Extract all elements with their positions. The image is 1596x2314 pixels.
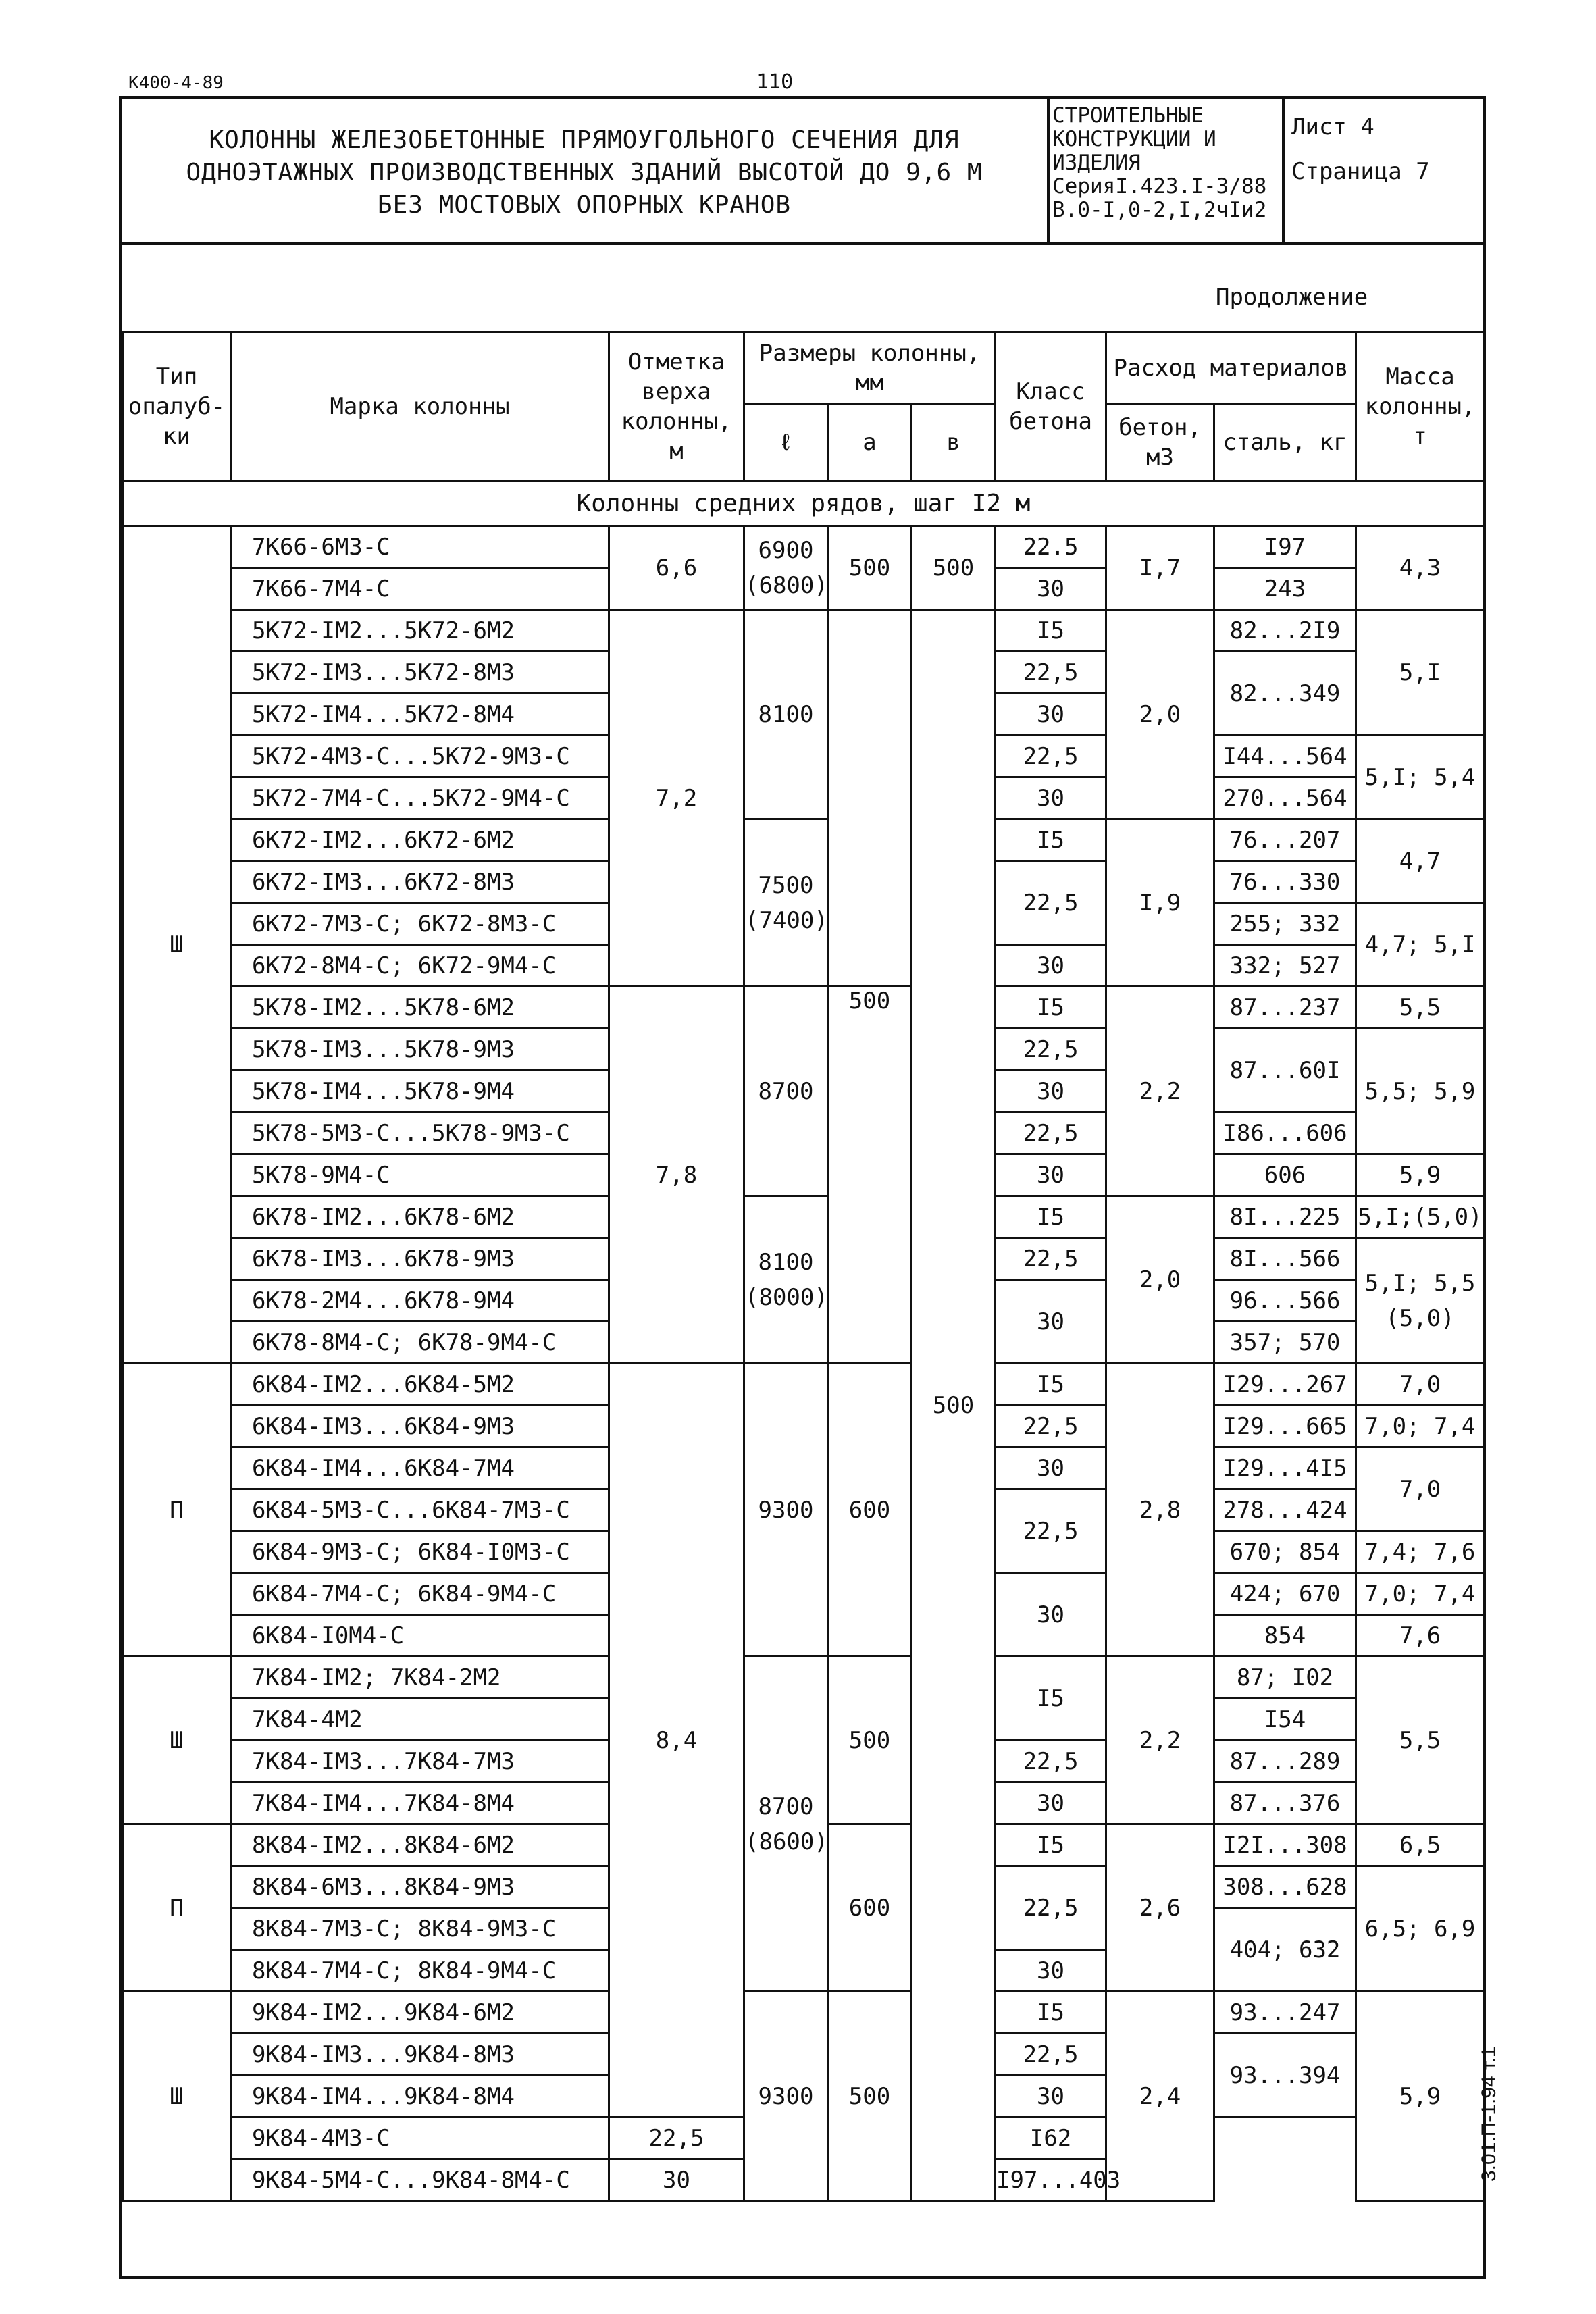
concrete-volume-cell: 2,8 — [1106, 1364, 1214, 1657]
column-mark-cell: 6К84-9М3-С; 6К84-I0М3-С — [231, 1531, 609, 1573]
length-cell: 9300 — [744, 1992, 828, 2201]
steel-cell: I29...4I5 — [1214, 1447, 1356, 1489]
title-line-1: КОЛОННЫ ЖЕЛЕЗОБЕТОННЫЕ ПРЯМОУГОЛЬНОГО СЕЧЕНИЯ ДЛЯ — [209, 126, 960, 154]
steel-cell: 332; 527 — [1214, 945, 1356, 987]
elevation-cell: 7,2 — [609, 610, 744, 987]
formwork-type-cell: П — [123, 1824, 231, 1992]
concrete-volume-cell: 2,4 — [1106, 1992, 1214, 2201]
header-steel: сталь, кг — [1214, 404, 1356, 481]
column-mark-cell: 9К84-IМ4...9К84-8М4 — [231, 2076, 609, 2117]
steel-cell: 854 — [1214, 1615, 1356, 1657]
header-concrete: бетон, м3 — [1106, 404, 1214, 481]
column-mark-cell: 6К78-IМ3...6К78-9М3 — [231, 1238, 609, 1280]
table-row — [123, 526, 1485, 568]
concrete-class-cell: 30 — [996, 1154, 1106, 1196]
mass-cell: 5,I;(5,0) — [1356, 1196, 1485, 1238]
steel-cell: 255; 332 — [1214, 903, 1356, 945]
steel-cell: I54 — [1214, 1699, 1356, 1741]
stamp-line-4: СерияI.423.I-3/88 — [1052, 174, 1267, 199]
column-mark-cell: 6К78-IМ2...6К78-6М2 — [231, 1196, 609, 1238]
header-row-1 — [123, 332, 1485, 404]
width-b-cell: 500 — [912, 526, 996, 610]
stamp-line-5: B.0-I,0-2,I,2чIи2 — [1052, 198, 1267, 222]
table-row — [123, 819, 1485, 861]
width-a-cell: 500 — [828, 526, 912, 610]
title-line-2: ОДНОЭТАЖНЫХ ПРОИЗВОДСТВЕННЫХ ЗДАНИЙ ВЫСОТОЙ ДО 9,6 М — [186, 159, 983, 186]
mass-cell: 7,6 — [1356, 1615, 1485, 1657]
column-mark-cell: 6К72-IМ3...6К72-8М3 — [231, 861, 609, 903]
concrete-class-cell: 22,5 — [996, 1238, 1106, 1280]
steel-cell: 93...247 — [1214, 1992, 1356, 2034]
steel-cell: 278...424 — [1214, 1489, 1356, 1531]
steel-cell: 96...566 — [1214, 1280, 1356, 1322]
width-b-cell: 500 — [912, 610, 996, 2201]
width-a-cell: 600 — [828, 1824, 912, 1992]
page-number: 110 — [756, 70, 794, 94]
column-mark-cell: 6К72-IМ2...6К72-6М2 — [231, 819, 609, 861]
width-a-cell: 500 — [828, 987, 912, 1364]
length-cell: 8100 (8000) — [744, 1196, 828, 1364]
header-b: в — [912, 404, 996, 481]
concrete-class-cell: 30 — [996, 945, 1106, 987]
header-l: ℓ — [744, 404, 828, 481]
mass-cell: 5,I; 5,5 (5,0) — [1356, 1238, 1485, 1364]
column-mark-cell: 9К84-5М4-С...9К84-8М4-С — [231, 2159, 609, 2201]
width-a-cell — [828, 610, 912, 987]
column-mark-cell: 9К84-IМ2...9К84-6М2 — [231, 1992, 609, 2034]
title-divider — [119, 242, 1486, 245]
column-mark-cell: 8К84-7М3-С; 8К84-9М3-С — [231, 1908, 609, 1950]
mass-cell: 6,5; 6,9 — [1356, 1866, 1485, 1992]
steel-cell: 606 — [1214, 1154, 1356, 1196]
table-row — [123, 987, 1485, 1029]
formwork-type-cell: П — [123, 1364, 231, 1657]
column-mark-cell: 6К72-8М4-С; 6К72-9М4-С — [231, 945, 609, 987]
column-mark-cell: 9К84-IМ3...9К84-8М3 — [231, 2034, 609, 2076]
concrete-class-cell: I5 — [996, 1992, 1106, 2034]
concrete-class-cell: 30 — [996, 568, 1106, 610]
concrete-class-cell: 30 — [996, 1280, 1106, 1364]
concrete-class-cell: 30 — [609, 2159, 744, 2201]
steel-cell: I62 — [996, 2117, 1106, 2159]
column-mark-cell: 7К84-4М2 — [231, 1699, 609, 1741]
series-stamp — [1052, 104, 1279, 222]
stamp-sheet-divider — [1282, 96, 1285, 243]
mass-cell: 7,0 — [1356, 1447, 1485, 1531]
mass-cell: 4,7; 5,I — [1356, 903, 1485, 987]
column-mark-cell: 5К72-7М4-С...5К72-9М4-С — [231, 777, 609, 819]
concrete-class-cell: 22,5 — [996, 1866, 1106, 1950]
steel-cell: I29...665 — [1214, 1406, 1356, 1447]
header-top-mark: Отметка верха колонны, м — [609, 332, 744, 481]
mass-cell: 4,7 — [1356, 819, 1485, 903]
mass-cell: 5,5 — [1356, 987, 1485, 1029]
steel-cell: 404; 632 — [1214, 1908, 1356, 1992]
steel-cell: 82...2I9 — [1214, 610, 1356, 652]
length-cell: 8100 — [744, 610, 828, 819]
column-mark-cell: 8К84-7М4-С; 8К84-9М4-С — [231, 1950, 609, 1992]
title-line-3: БЕЗ МОСТОВЫХ ОПОРНЫХ КРАНОВ — [377, 191, 792, 219]
header-mass: Масса колонны, т — [1356, 332, 1485, 481]
concrete-volume-cell: 2,2 — [1106, 987, 1214, 1196]
column-mark-cell: 6К84-I0М4-С — [231, 1615, 609, 1657]
table-row — [123, 610, 1485, 652]
mass-cell: 7,4; 7,6 — [1356, 1531, 1485, 1573]
concrete-class-cell: 22,5 — [996, 1489, 1106, 1573]
steel-cell: 8I...225 — [1214, 1196, 1356, 1238]
mass-cell: 5,9 — [1356, 1154, 1485, 1196]
elevation-cell: 8,4 — [609, 1364, 744, 2117]
concrete-class-cell: 30 — [996, 1950, 1106, 1992]
column-mark-cell: 6К84-IМ3...6К84-9М3 — [231, 1406, 609, 1447]
side-code: 3.01.П-1.94 т.1 — [1478, 2046, 1500, 2182]
mass-cell: 5,5 — [1356, 1657, 1485, 1824]
column-mark-cell: 5К78-5М3-С...5К78-9М3-С — [231, 1112, 609, 1154]
sheet-label: Лист 4 — [1291, 113, 1374, 140]
columns-spec-table — [122, 331, 1485, 2202]
concrete-class-cell: 30 — [996, 1782, 1106, 1824]
column-mark-cell: 6К78-8М4-С; 6К78-9М4-С — [231, 1322, 609, 1364]
mass-cell: 5,I — [1356, 610, 1485, 736]
continuation-label: Продолжение — [1216, 284, 1368, 311]
width-a-cell: 500 — [828, 1657, 912, 1824]
formwork-type-cell: Ш — [123, 1657, 231, 1824]
header-materials: Расход материалов — [1106, 332, 1356, 404]
stamp-line-2: КОНСТРУКЦИИ И — [1052, 127, 1216, 151]
concrete-volume-cell: 2,0 — [1106, 610, 1214, 819]
steel-cell: 76...207 — [1214, 819, 1356, 861]
concrete-class-cell: I5 — [996, 1364, 1106, 1406]
formwork-type-cell: Ш — [123, 526, 231, 1364]
elevation-cell: 6,6 — [609, 526, 744, 610]
steel-cell: 424; 670 — [1214, 1573, 1356, 1615]
steel-cell: I44...564 — [1214, 736, 1356, 777]
header-a: а — [828, 404, 912, 481]
mass-cell: 6,5 — [1356, 1824, 1485, 1866]
concrete-class-cell: I5 — [996, 1657, 1106, 1741]
steel-cell: 308...628 — [1214, 1866, 1356, 1908]
concrete-class-cell: 30 — [996, 694, 1106, 736]
concrete-class-cell: I5 — [996, 819, 1106, 861]
column-mark-cell: 5К78-IМ4...5К78-9М4 — [231, 1071, 609, 1112]
steel-cell: 87...376 — [1214, 1782, 1356, 1824]
column-mark-cell: 7К84-IМ3...7К84-7М3 — [231, 1741, 609, 1782]
stamp-line-3: ИЗДЕЛИЯ — [1052, 151, 1141, 175]
column-mark-cell: 5К72-IМ2...5К72-6М2 — [231, 610, 609, 652]
concrete-class-cell: 22,5 — [996, 2034, 1106, 2076]
table-row — [123, 1196, 1485, 1238]
steel-cell: 243 — [1214, 568, 1356, 610]
column-mark-cell: 6К84-IМ2...6К84-5М2 — [231, 1364, 609, 1406]
concrete-class-cell: 22,5 — [996, 861, 1106, 945]
concrete-class-cell: 22,5 — [996, 736, 1106, 777]
column-mark-cell: 5К78-9М4-С — [231, 1154, 609, 1196]
title-stamp-divider — [1047, 96, 1050, 243]
concrete-class-cell: I5 — [996, 1196, 1106, 1238]
stamp-line-1: СТРОИТЕЛЬНЫЕ — [1052, 103, 1204, 128]
steel-cell: I97 — [1214, 526, 1356, 568]
concrete-class-cell: 30 — [996, 2076, 1106, 2117]
steel-cell: 357; 570 — [1214, 1322, 1356, 1364]
elevation-cell: 7,8 — [609, 987, 744, 1364]
concrete-volume-cell: 2,6 — [1106, 1824, 1214, 1992]
concrete-class-cell: I5 — [996, 1824, 1106, 1866]
steel-cell: 8I...566 — [1214, 1238, 1356, 1280]
steel-cell: 670; 854 — [1214, 1531, 1356, 1573]
section-title: Колонны средних рядов, шаг I2 м — [123, 481, 1485, 526]
concrete-class-cell: 22,5 — [996, 1406, 1106, 1447]
steel-cell: 87; I02 — [1214, 1657, 1356, 1699]
mass-cell: 5,9 — [1356, 1992, 1485, 2201]
page-label: Страница 7 — [1291, 158, 1430, 185]
mass-cell: 7,0 — [1356, 1364, 1485, 1406]
mass-cell: 5,I; 5,4 — [1356, 736, 1485, 819]
column-mark-cell: 5К78-IМ3...5К78-9М3 — [231, 1029, 609, 1071]
header-mark: Марка колонны — [231, 332, 609, 481]
steel-cell: I86...606 — [1214, 1112, 1356, 1154]
concrete-class-cell: 22,5 — [609, 2117, 744, 2159]
steel-cell: 87...237 — [1214, 987, 1356, 1029]
concrete-class-cell: 22.5 — [996, 526, 1106, 568]
concrete-class-cell: I5 — [996, 987, 1106, 1029]
concrete-class-cell: 22,5 — [996, 1741, 1106, 1782]
section-row — [123, 481, 1485, 526]
width-a-cell: 600 — [828, 1364, 912, 1657]
column-mark-cell: 6К78-2М4...6К78-9М4 — [231, 1280, 609, 1322]
steel-cell: I2I...308 — [1214, 1824, 1356, 1866]
length-cell: 6900 (6800) — [744, 526, 828, 610]
table-row — [123, 1657, 1485, 1699]
concrete-volume-cell: I,9 — [1106, 819, 1214, 987]
column-mark-cell: 8К84-6М3...8К84-9М3 — [231, 1866, 609, 1908]
column-mark-cell: 5К78-IМ2...5К78-6М2 — [231, 987, 609, 1029]
concrete-class-cell: I5 — [996, 610, 1106, 652]
length-cell: 7500 (7400) — [744, 819, 828, 987]
column-mark-cell: 5К72-IМ3...5К72-8М3 — [231, 652, 609, 694]
header-type: Тип опалуб-ки — [123, 332, 231, 481]
steel-cell: I29...267 — [1214, 1364, 1356, 1406]
steel-cell: 93...394 — [1214, 2034, 1356, 2117]
concrete-class-cell: 30 — [996, 1573, 1106, 1657]
concrete-class-cell: 30 — [996, 1071, 1106, 1112]
steel-cell: 82...349 — [1214, 652, 1356, 736]
column-mark-cell: 7К84-IМ4...7К84-8М4 — [231, 1782, 609, 1824]
length-cell: 9300 — [744, 1364, 828, 1657]
steel-cell: 76...330 — [1214, 861, 1356, 903]
concrete-volume-cell: I,7 — [1106, 526, 1214, 610]
concrete-class-cell: 22,5 — [996, 1029, 1106, 1071]
mass-cell: 5,5; 5,9 — [1356, 1029, 1485, 1154]
document-code: К400-4-89 — [128, 73, 224, 93]
table-row — [123, 1364, 1485, 1406]
column-mark-cell: 8К84-IМ2...8К84-6М2 — [231, 1824, 609, 1866]
column-mark-cell: 6К84-7М4-С; 6К84-9М4-С — [231, 1573, 609, 1615]
column-mark-cell: 6К84-IМ4...6К84-7М4 — [231, 1447, 609, 1489]
concrete-class-cell: 22,5 — [996, 1112, 1106, 1154]
column-mark-cell: 7К66-6М3-С — [231, 526, 609, 568]
column-mark-cell: 5К72-IМ4...5К72-8М4 — [231, 694, 609, 736]
mass-cell: 7,0; 7,4 — [1356, 1406, 1485, 1447]
steel-cell: 87...289 — [1214, 1741, 1356, 1782]
steel-cell: I97...403 — [996, 2159, 1106, 2201]
column-mark-cell: 7К84-IМ2; 7К84-2М2 — [231, 1657, 609, 1699]
column-mark-cell: 6К72-7М3-С; 6К72-8М3-С — [231, 903, 609, 945]
document-title — [128, 124, 1040, 222]
mass-cell: 4,3 — [1356, 526, 1485, 610]
column-mark-cell: 9К84-4М3-С — [231, 2117, 609, 2159]
column-mark-cell: 6К84-5М3-С...6К84-7М3-С — [231, 1489, 609, 1531]
formwork-type-cell: Ш — [123, 1992, 231, 2201]
header-dims: Размеры колонны, мм — [744, 332, 996, 404]
concrete-class-cell: 30 — [996, 777, 1106, 819]
concrete-volume-cell: 2,0 — [1106, 1196, 1214, 1364]
steel-cell: 270...564 — [1214, 777, 1356, 819]
column-mark-cell: 5К72-4М3-С...5К72-9М3-С — [231, 736, 609, 777]
length-cell: 8700 — [744, 987, 828, 1196]
length-cell: 8700 (8600) — [744, 1657, 828, 1992]
mass-cell: 7,0; 7,4 — [1356, 1573, 1485, 1615]
header-concrete-class: Класс бетона — [996, 332, 1106, 481]
table-row — [123, 1992, 1485, 2034]
concrete-volume-cell: 2,2 — [1106, 1657, 1214, 1824]
column-mark-cell: 7К66-7М4-С — [231, 568, 609, 610]
concrete-class-cell: 30 — [996, 1447, 1106, 1489]
concrete-class-cell: 22,5 — [996, 652, 1106, 694]
width-a-cell: 500 — [828, 1992, 912, 2201]
steel-cell: 87...60I — [1214, 1029, 1356, 1112]
